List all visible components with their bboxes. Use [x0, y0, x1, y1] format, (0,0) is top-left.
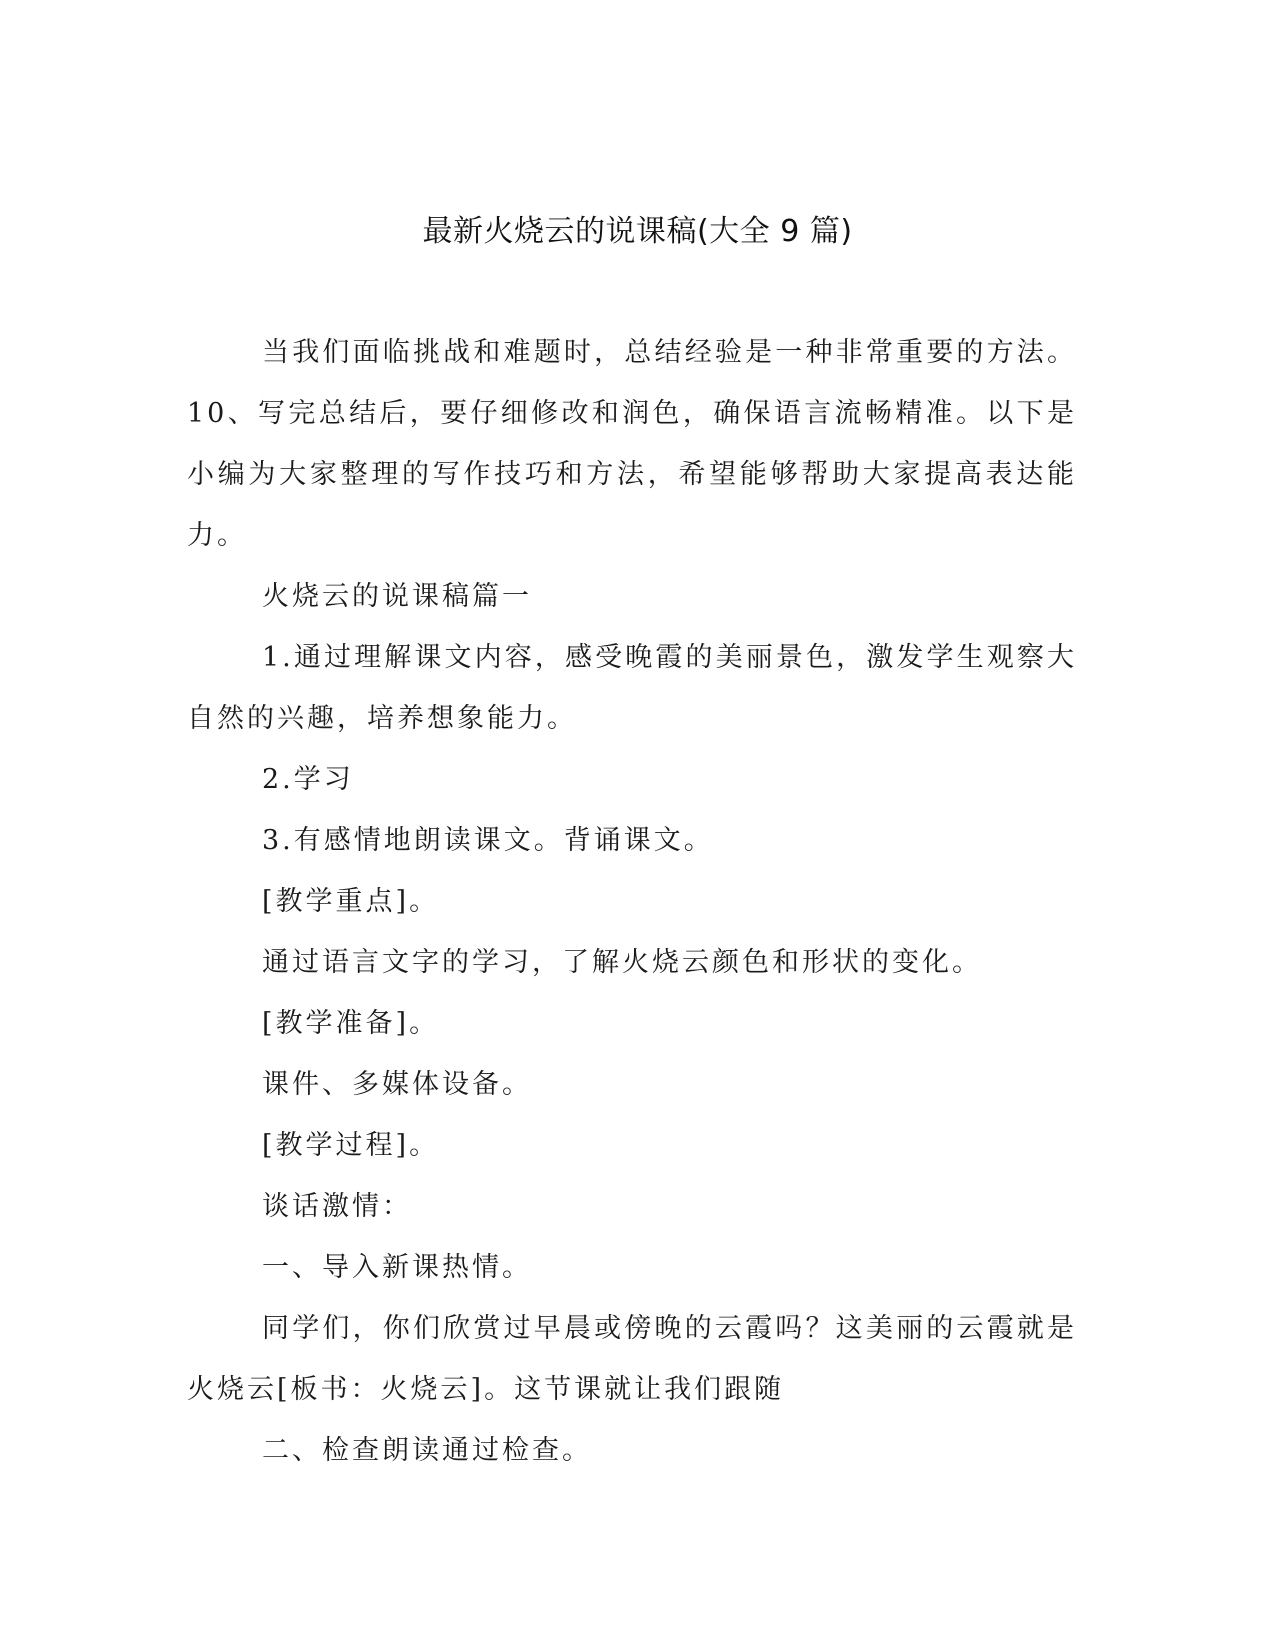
paragraph-objective-1: 1.通过理解课文内容，感受晚霞的美丽景色，激发学生观察大自然的兴趣，培养想象能力。	[187, 642, 1077, 734]
document-title: 最新火烧云的说课稿(大全 9 篇)	[422, 214, 853, 249]
paragraph-objective-3: 3.有感情地朗读课文。背诵课文。	[262, 825, 714, 856]
paragraph-talk-intro: 谈话激情：	[262, 1191, 412, 1222]
section-heading: 火烧云的说课稿篇一	[262, 581, 532, 612]
label-teaching-focus: [教学重点]。	[262, 886, 440, 917]
paragraph-step-1: 一、导入新课热情。	[262, 1252, 532, 1283]
paragraph-intro: 当我们面临挑战和难题时，总结经验是一种非常重要的方法。10、写完总结后，要仔细修改和润色，确保语言流畅精准。以下是小编为大家整理的写作技巧和方法，希望能够帮助大家提高表达能力。	[187, 337, 1077, 551]
paragraph-objective-2: 2.学习	[262, 764, 354, 795]
paragraph-step-1-body: 同学们，你们欣赏过早晨或傍晚的云霞吗？这美丽的云霞就是火烧云[板书：火烧云]。这节课就让我们跟随	[187, 1313, 1077, 1405]
paragraph-teaching-preparation: 课件、多媒体设备。	[262, 1069, 532, 1100]
paragraph-teaching-focus: 通过语言文字的学习，了解火烧云颜色和形状的变化。	[262, 947, 982, 978]
label-teaching-preparation: [教学准备]。	[262, 1008, 440, 1039]
label-teaching-process: [教学过程]。	[262, 1130, 440, 1161]
document-body	[187, 322, 1077, 1481]
paragraph-step-2: 二、检查朗读通过检查。	[262, 1435, 592, 1466]
